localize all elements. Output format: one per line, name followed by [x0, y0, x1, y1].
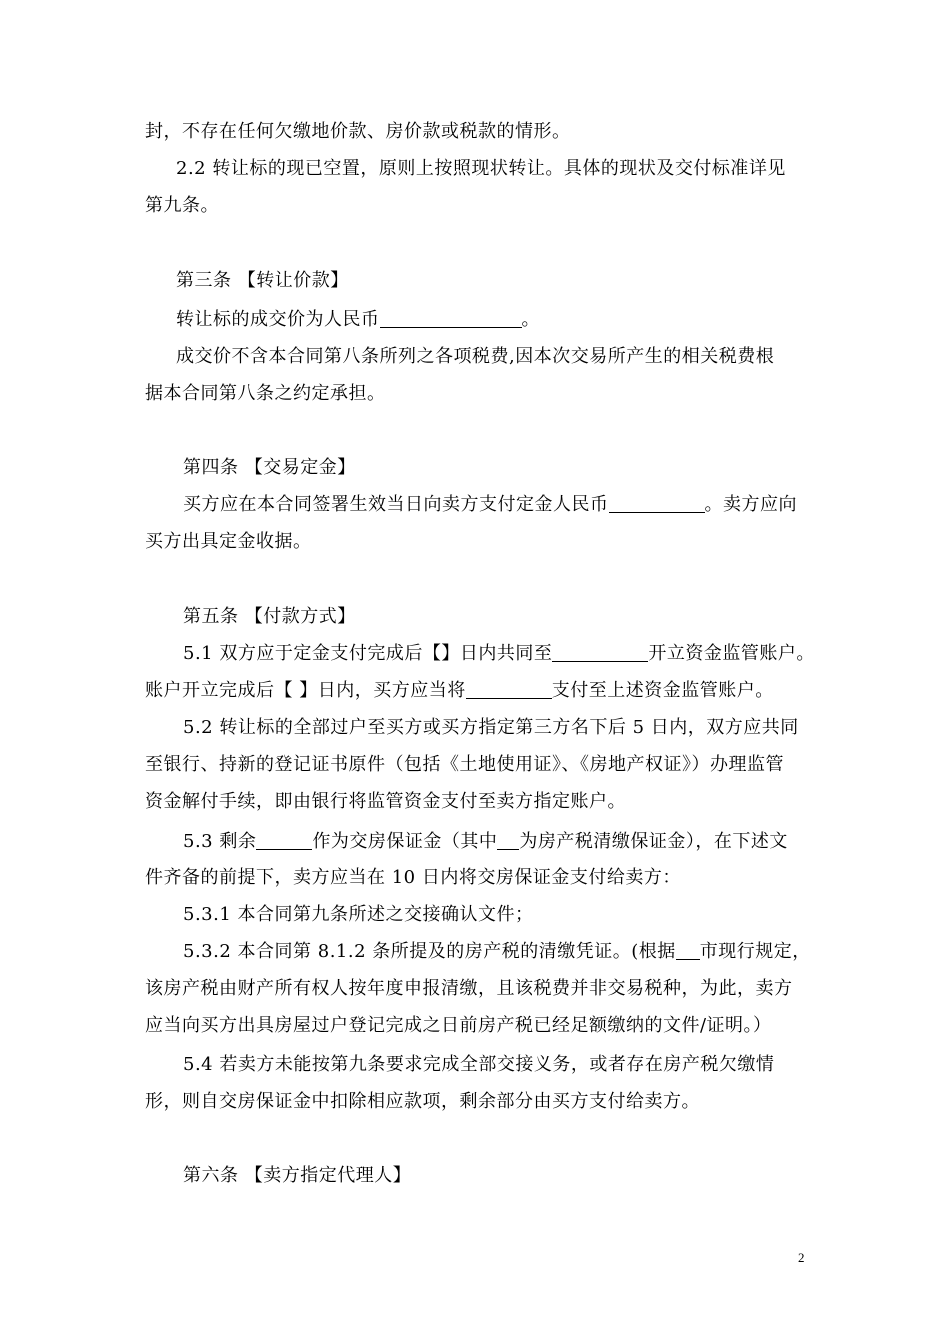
text: 转让标的成交价为人民币	[176, 309, 380, 330]
text: 5.3.2 本合同第 8.1.2 条所提及的房产税的清缴凭证。(根据	[183, 941, 676, 962]
paragraph-line: 据本合同第八条之约定承担。	[145, 383, 386, 404]
article-3-title: 第三条 【转让价款】	[176, 270, 349, 291]
text: 买方应在本合同签署生效当日向卖方支付定金人民币	[183, 494, 609, 515]
article-6-title: 第六条 【卖方指定代理人】	[183, 1165, 412, 1186]
clause-5-1-cont	[145, 679, 774, 703]
paragraph-line: 形，则自交房保证金中扣除相应款项，剩余部分由买方支付给卖方。	[145, 1091, 700, 1112]
text: 市现行规定，	[699, 941, 811, 962]
tax-deposit-blank	[497, 831, 519, 850]
text: 账户开立完成后【 】日内，买方应当将	[145, 680, 466, 701]
clause-5-3-2	[183, 940, 811, 964]
text: 作为交房保证金（其中	[312, 831, 498, 852]
deposit-blank	[609, 494, 705, 513]
paragraph-line: 应当向买方出具房屋过户登记完成之日前房产税已经足额缴纳的文件/证明。）	[145, 1015, 772, 1036]
paragraph-line: 成交价不含本合同第八条所列之各项税费,因本次交易所产生的相关税费根	[176, 346, 775, 367]
paragraph-line: 第九条。	[145, 195, 219, 216]
article-3-price-line	[176, 308, 540, 332]
clause-5-4: 5.4 若卖方未能按第九条要求完成全部交接义务，或者存在房产税欠缴情	[183, 1054, 775, 1075]
clause-5-3	[183, 830, 788, 854]
text: 5.1 双方应于定金支付完成后【】日内共同至	[183, 643, 553, 664]
clause-5-2: 5.2 转让标的全部过户至买方或买方指定第三方名下后 5 日内，双方应共同	[183, 717, 799, 738]
remainder-blank	[256, 831, 312, 850]
page-number: 2	[798, 1250, 805, 1265]
article-4-deposit-line	[183, 493, 797, 517]
paragraph-line: 至银行、持新的登记证书原件（包括《土地使用证》、《房地产权证》）办理监管	[145, 754, 784, 775]
paragraph-line: 该房产税由财产所有权人按年度申报清缴，且该税费并非交易税种，为此，卖方	[145, 978, 793, 999]
paragraph-line: 封，不存在任何欠缴地价款、房价款或税款的情形。	[145, 121, 571, 142]
text: 支付至上述资金监管账户。	[551, 680, 774, 701]
clause-2-2: 2.2 转让标的现已空置，原则上按照现状转让。具体的现状及交付标准详见	[176, 158, 786, 179]
clause-5-1	[183, 642, 815, 666]
article-5-title: 第五条 【付款方式】	[183, 606, 356, 627]
paragraph-line: 买方出具定金收据。	[145, 531, 312, 552]
text: 开立资金监管账户。	[648, 643, 815, 664]
text: 。	[521, 309, 540, 330]
price-blank	[380, 309, 522, 328]
article-4-title: 第四条 【交易定金】	[183, 457, 356, 478]
clause-5-3-1: 5.3.1 本合同第九条所述之交接确认文件；	[183, 904, 534, 925]
text: 为房产税清缴保证金），在下述文	[519, 831, 788, 852]
text: 5.3 剩余	[183, 831, 257, 852]
city-blank	[676, 941, 700, 960]
paragraph-line: 资金解付手续，即由银行将监管资金支付至卖方指定账户。	[145, 791, 626, 812]
paragraph-line: 件齐备的前提下，卖方应当在 10 日内将交房保证金支付给卖方：	[145, 867, 681, 888]
text: 。卖方应向	[704, 494, 797, 515]
bank-blank	[552, 643, 648, 662]
amount-blank	[466, 680, 552, 699]
